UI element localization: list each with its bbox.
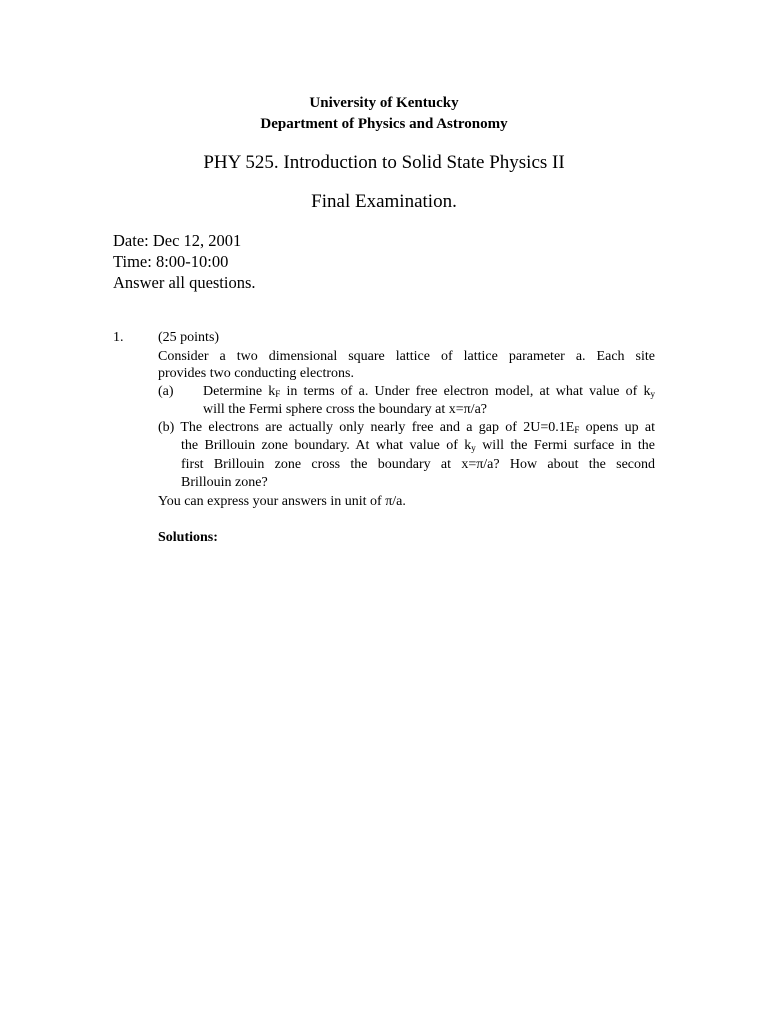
part-a-line2: will the Fermi sphere cross the boundary at x=π/a? bbox=[203, 402, 487, 417]
part-a-line1: Determine $k_F$ in terms of a. Under free electron model, at what value of $k_y$ bbox=[203, 384, 655, 399]
part-b-line3: first Brillouin zone cross the boundary at x=π/a? How about the second bbox=[181, 457, 655, 472]
department-name: Department of Physics and Astronomy bbox=[260, 116, 508, 132]
exam-time: Time: 8:00-10:00 bbox=[113, 252, 229, 271]
question-number: 1. bbox=[113, 330, 124, 345]
units-note: You can express your answers in unit of π/a. bbox=[158, 494, 406, 509]
question-intro-line1: Consider a two dimensional square lattice of lattice parameter a. Each site bbox=[158, 349, 655, 364]
solutions-heading: Solutions: bbox=[158, 530, 218, 545]
part-b-line2: the Brillouin zone boundary. At what value of $k_y$ will the Fermi surface in the bbox=[181, 438, 655, 453]
part-b-line1: (b) The electrons are actually only nearly free and a gap of $2U=0.1E_F$ opens up at bbox=[158, 420, 655, 435]
exam-date: Date: Dec 12, 2001 bbox=[113, 231, 242, 250]
question-intro-line2: provides two conducting electrons. bbox=[158, 366, 354, 381]
university-name: University of Kentucky bbox=[309, 95, 459, 111]
course-title: PHY 525. Introduction to Solid State Physics II bbox=[203, 152, 565, 173]
question-points: (25 points) bbox=[158, 330, 220, 345]
part-b-line4: Brillouin zone? bbox=[181, 475, 268, 490]
exam-instruction: Answer all questions. bbox=[113, 273, 256, 292]
exam-title: Final Examination. bbox=[311, 191, 457, 212]
part-a-label: (a) bbox=[158, 384, 174, 399]
